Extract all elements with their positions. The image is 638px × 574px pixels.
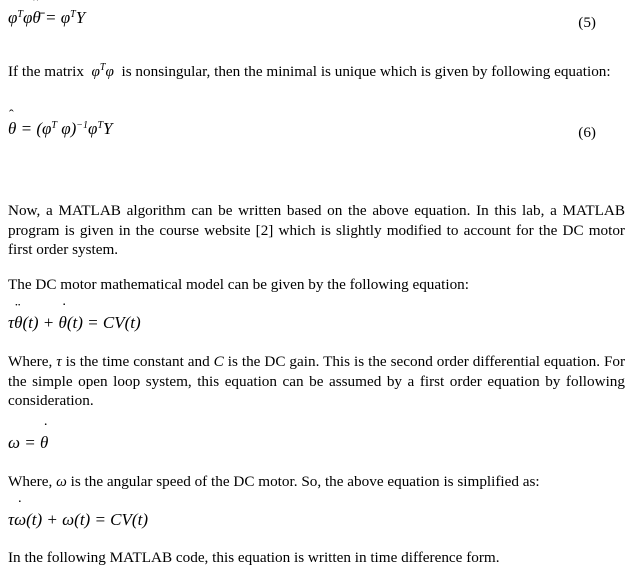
equation-5-number: (5) <box>578 14 596 31</box>
c-symbol: C <box>213 353 224 370</box>
equation-simplified-expression: τ˙ ω(t) + ω(t) = CV(t) <box>8 510 148 529</box>
equation-6-expression: ˆ $\theta = (\varphi^T$ $\varphi)^{-1}\varphi^TY$ <box>8 119 112 138</box>
paragraph-where-omega: Where, ω is the angular speed of the DC motor. So, the above equation is simplified as: <box>8 473 540 490</box>
paragraph-model: The DC motor mathematical model can be given by the following equation: <box>8 276 469 293</box>
paragraph-matlab: Now, a MATLAB algorithm can be written based on the above equation. In this lab, a MATLAB program is given in the course website [2] which is slightly modified to account for the DC motor first order system. <box>8 202 625 258</box>
tau-symbol: τ <box>56 353 62 370</box>
equation-dc-motor-model <box>8 313 141 333</box>
equation-omega-expression: ω = ˙ θ <box>8 433 48 452</box>
equation-6-number: (6) <box>578 124 596 141</box>
equation-5 <box>8 8 85 28</box>
equation-5-expression: $\varphi^T\varphi ˆ$ θ̄ = $\varphi^TY$ <box>8 8 85 27</box>
phi-transpose-phi: $\varphi^T\varphi$ <box>87 62 118 80</box>
paragraph-code: In the following MATLAB code, this equation is written in time difference form. <box>8 549 500 566</box>
paragraph-where-tau: Where, τ is the time constant and C is the DC gain. This is the second order differential equation. For the simple open loop system, this equation can be assumed by a first order equation by following consideration. <box>8 353 626 409</box>
equation-6 <box>8 119 112 139</box>
equation-simplified <box>8 510 148 530</box>
equation-model-expression: τ¨ θ(t) + ˙ θ(t) = CV(t) <box>8 313 141 332</box>
paragraph-nonsingular: If the matrix $\varphi^T\varphi$ is nonsingular, then the minimal is unique which is given by following equation: <box>8 62 611 80</box>
omega-symbol: ω <box>56 473 67 490</box>
equation-omega <box>8 433 48 453</box>
